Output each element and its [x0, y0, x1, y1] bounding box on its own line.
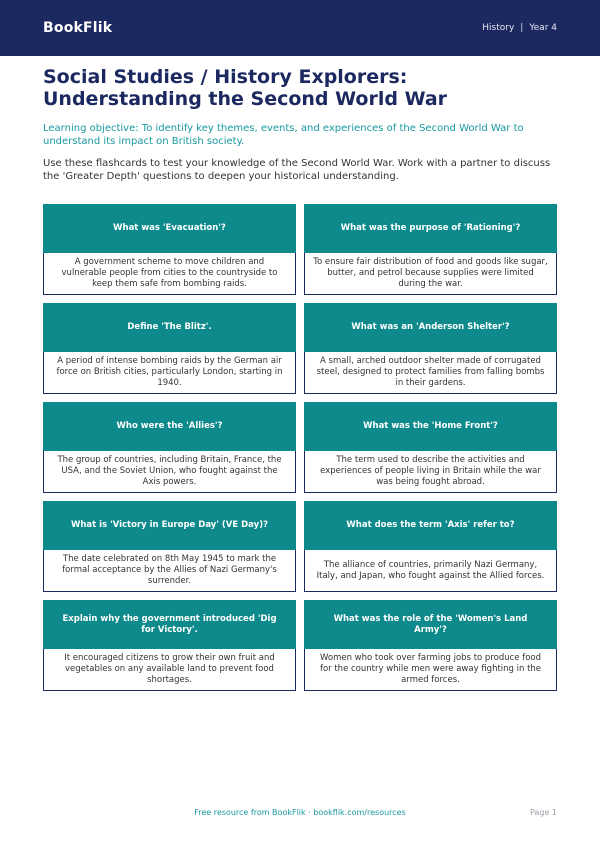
- flashcard: [304, 501, 557, 592]
- flashcard: [43, 204, 296, 295]
- flashcard-question: Who were the 'Allies'?: [43, 402, 296, 451]
- year-label: Year 4: [529, 23, 557, 33]
- footer-credit-link[interactable]: Free resource from BookFlik · bookflik.com/resources: [194, 808, 406, 817]
- flashcard-question: What was the role of the 'Women's Land Army'?: [304, 600, 557, 649]
- flashcard-answer: A small, arched outdoor shelter made of corrugated steel, designed to protect families from falling bombs in their gardens.: [304, 352, 557, 394]
- flashcard-question: What was the purpose of 'Rationing'?: [304, 204, 557, 253]
- flashcard-answer: It encouraged citizens to grow their own fruit and vegetables on any available land to prevent food shortages.: [43, 649, 296, 691]
- flashcard-answer: Women who took over farming jobs to produce food for the country while men were away fighting in the armed forces.: [304, 649, 557, 691]
- flashcard-answer: A period of intense bombing raids by the German air force on British cities, particularly London, starting in 1940.: [43, 352, 296, 394]
- brand-logo[interactable]: BookFlik: [43, 20, 113, 36]
- flashcard-answer: The group of countries, including Britain, France, the USA, and the Soviet Union, who fought against the Axis powers.: [43, 451, 296, 493]
- flashcard: [304, 402, 557, 493]
- page-footer: [0, 808, 600, 822]
- flashcard-answer: The alliance of countries, primarily Nazi Germany, Italy, and Japan, who fought against the Allied forces.: [304, 550, 557, 592]
- flashcard-answer: A government scheme to move children and vulnerable people from cities to the countryside to keep them safe from bombing raids.: [43, 253, 296, 295]
- flashcard: [43, 303, 296, 394]
- flashcard-answer: The term used to describe the activities and experiences of people living in Britain while the war was being fought abroad.: [304, 451, 557, 493]
- flashcard-question: What is 'Victory in Europe Day' (VE Day)?: [43, 501, 296, 550]
- flashcard-question: What was the 'Home Front'?: [304, 402, 557, 451]
- flashcard: [43, 402, 296, 493]
- header-meta: [482, 23, 557, 33]
- flashcard: [43, 501, 296, 592]
- flashcard: [304, 303, 557, 394]
- flashcard-question: Explain why the government introduced 'Dig for Victory'.: [43, 600, 296, 649]
- flashcard-answer: The date celebrated on 8th May 1945 to mark the formal acceptance by the Allies of Nazi Germany's surrender.: [43, 550, 296, 592]
- flashcard-question: What was an 'Anderson Shelter'?: [304, 303, 557, 352]
- flashcard: [304, 600, 557, 691]
- subject-label: History: [482, 23, 515, 33]
- flashcard-answer: To ensure fair distribution of food and goods like sugar, butter, and petrol because supplies were limited during the war.: [304, 253, 557, 295]
- flashcard: [43, 600, 296, 691]
- meta-separator: |: [520, 23, 524, 33]
- flashcard-grid: [43, 204, 557, 691]
- page-title: Social Studies / History Explorers: Understanding the Second World War: [43, 66, 448, 110]
- learning-objective: Learning objective: To identify key themes, events, and experiences of the Second World War to understand its impact on British society.: [43, 123, 524, 147]
- flashcard: [304, 204, 557, 295]
- page-number: Page 1: [530, 808, 557, 817]
- flashcard-question: What was 'Evacuation'?: [43, 204, 296, 253]
- intro-text: Use these flashcards to test your knowledge of the Second World War. Work with a partner to discuss the 'Greater Depth' questions to deepen your historical understanding.: [43, 158, 551, 182]
- flashcard-question: Define 'The Blitz'.: [43, 303, 296, 352]
- flashcard-question: What does the term 'Axis' refer to?: [304, 501, 557, 550]
- top-banner: [0, 0, 600, 56]
